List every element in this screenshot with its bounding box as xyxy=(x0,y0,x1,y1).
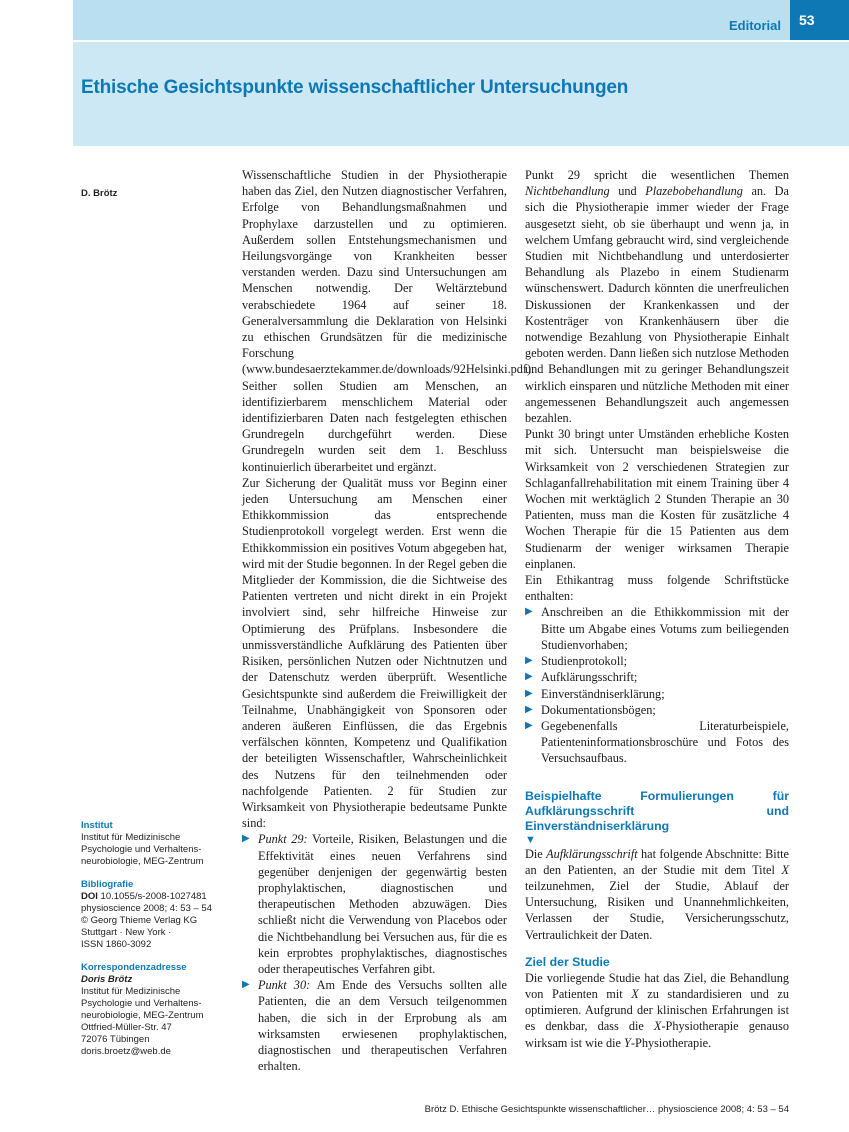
paragraph: Die vorliegende Studie hat das Ziel, die Behandlung von Patienten mit X zu standardisieren und zu optimieren. Aufgrund der klinischen Erfahrungen ist es denkbar, dass die X-Physiotherapie genauso wirksam ist wie die Y-Physiotherapie. xyxy=(525,970,789,1050)
korr-line: Psychologie und Verhaltens- xyxy=(81,998,202,1009)
bullet-arrow-icon: ▶ xyxy=(525,687,533,699)
section-heading: Ziel der Studie xyxy=(525,954,610,969)
list-item: ▶ Anschreiben an die Ethikkommission mit der Bitte um Abgabe eines Votums zum beiliegenden Studienvorhaben; xyxy=(525,605,789,652)
biblio-line: Stuttgart · New York · xyxy=(81,927,172,938)
paragraph: Die Aufklärungsschrift hat folgende Abschnitte: Bitte an den Patienten, an der Studie mit dem Titel X teilzunehmen, Ziel der Studie, Ablauf der Untersuchung, Risiken und Unannehmlichkeiten, Verlassen der Studie, Versicherungsschutz, Vertraulichkeit der Daten. xyxy=(525,846,789,942)
bullet-arrow-icon: ▶ xyxy=(525,703,533,715)
list-item: ▶ Gegebenenfalls Literaturbeispiele, Patienteninformationsbroschüre und Fotos des Versuchsaufbaus. xyxy=(525,718,789,766)
paragraph: Ein Ethikantrag muss folgende Schriftstücke enthalten: xyxy=(525,573,789,604)
bullet-arrow-icon: ▶ xyxy=(242,833,250,845)
bullet-arrow-icon: ▶ xyxy=(525,655,533,667)
sidebar-info xyxy=(81,820,231,1058)
author: D. Brötz xyxy=(81,188,118,199)
institut-line: neurobiologie, MEG-Zentrum xyxy=(81,856,204,867)
paragraph: Wissenschaftliche Studien in der Physiotherapie haben das Ziel, den Nutzen diagnostischer Verfahren, Erfolge von Behandlungsmaßnahmen und Prophylaxe darzustellen und zu optimieren. Außerdem sollen Entstehungsmechanismen und Heilungsvorgänge von Krankheiten besser verstanden werden. Dazu sind Untersuchungen am Menschen notwendig. Der Weltärztebund verabschiedete 1964 auf seiner 18. Generalversammlung die Deklaration von Helsinki zu ethischen Grundsätzen für die medizinische Forschung (www.bundesaerztekammer.de/downloads/92Helsinki.pdf). Seither sollen Studien am Menschen, an identifizierbarem menschlichem Material oder identifizierbaren Daten nach festgelegten ethischen Grundregeln durchgeführt werden. Diese Grundregeln wurden seit dem 1. Beschluss kontinuierlich überarbeitet und ergänzt. xyxy=(242,168,535,474)
triangle-down-icon: ▼ xyxy=(525,833,536,846)
doi-line xyxy=(81,891,231,903)
list-item: ▶ Studienprotokoll; xyxy=(525,654,628,669)
biblio-line: physioscience 2008; 4: 53 – 54 xyxy=(81,903,212,914)
section-heading: Beispielhafte Formulierungen für Aufklärungsschrift und Einverständniserklärung xyxy=(525,788,789,833)
doi-label: DOI xyxy=(81,891,98,902)
bullet-text: Vorteile, Risiken, Belastungen und die Effektivität eines neuen Verfahrens sind gegenüber denjenigen der gegenwärtig besten prophylaktischen, diagnostischen und therapeutischen Methoden abzuwägen. Dies schließt nicht die Verwendung von Placebos oder die Nichtbehandlung bei Versuchen aus, für die es kein erprobtes prophylaktisches, diagnostisches oder therapeutisches Verfahren gibt. xyxy=(258,832,507,976)
list-item xyxy=(242,977,507,1074)
biblio-heading: Bibliografie xyxy=(81,879,134,890)
biblio-line: © Georg Thieme Verlag KG xyxy=(81,915,198,926)
korr-line: neurobiologie, MEG-Zentrum xyxy=(81,1010,204,1021)
page-number: 53 xyxy=(790,0,849,40)
bullet-arrow-icon: ▶ xyxy=(525,606,533,618)
doi-value[interactable]: 10.1055/s-2008-1027481 xyxy=(100,891,207,902)
article-title: Ethische Gesichtspunkte wissenschaftlicher Untersuchungen xyxy=(81,77,629,98)
list-item xyxy=(242,831,507,977)
korr-line: 72076 Tübingen xyxy=(81,1034,150,1045)
list-item: ▶ Dokumentationsbögen; xyxy=(525,702,656,717)
korr-email[interactable]: doris.broetz@web.de xyxy=(81,1046,171,1057)
list-item: ▶ Aufklärungsschrift; xyxy=(525,670,638,685)
paragraph: Punkt 29 spricht die wesentlichen Themen Nichtbehandlung und Plazebobehandlung an. Da sich die Physiotherapie immer wieder der Frage ausgesetzt sieht, ob sie überhaupt und wenn ja, in welchem Umfang gebraucht wird, sind vergleichende Studien mit Nichtbehandlung und unterdosierter Behandlung als Plazebo in einem Studienarm wünschenswert. Dadurch könnten die unerfreulichen Diskussionen der Krankenkassen und der Kostenträger von Krankenhäusern über die notwendige Bezahlung von Physiotherapie Einhalt geboten werden. Dann ließen sich nutzlose Methoden und Behandlungen mit zu geringer Behandlungszeit wirklich einsparen und nützliche Methoden mit einer angemessenen Behandlungszeit auch angemessen bezahlen. xyxy=(525,168,790,426)
paragraph: Punkt 30 bringt unter Umständen erhebliche Kosten mit sich. Untersucht man beispielsweise die Wirksamkeit von 2 verschiedenen Strategien zur Schlaganfallrehabilitation mit einem Training über 4 Wochen mit werktäglich 2 Stunden Therapie an 30 Patienten, muss man die Kosten für zusätzliche 4 Wochen Therapie für die 15 Patienten aus dem Studienarm der weniger wirksamen Therapie einplanen. xyxy=(525,427,789,571)
korr-heading: Korrespondenzadresse xyxy=(81,962,187,973)
text-column-1 xyxy=(242,167,535,1074)
section-label: Editorial xyxy=(728,18,781,33)
biblio-line: ISSN 1860-3092 xyxy=(81,939,152,950)
bullet-arrow-icon: ▶ xyxy=(525,719,533,731)
korr-line: Ottfried-Müller-Str. 47 xyxy=(81,1022,172,1033)
text-column-2 xyxy=(525,167,789,1051)
bullet-label: Punkt 30: xyxy=(258,978,311,993)
korr-name: Doris Brötz xyxy=(81,974,133,985)
institut-line: Psychologie und Verhaltens- xyxy=(81,844,202,855)
bullet-label: Punkt 29: xyxy=(258,832,308,847)
bullet-text: Am Ende des Versuchs sollten alle Patienten, die an dem Versuch teilgenommen haben, die sich in der Erprobung als am wirksamsten erwiesenen prophylaktischen, diagnostischen und therapeutischen Verfahren erhalten. xyxy=(258,978,507,1074)
page-footer: Brötz D. Ethische Gesichtspunkte wissenschaftlicher… physioscience 2008; 4: 53 – 54 xyxy=(424,1104,789,1115)
korr-line: Institut für Medizinische xyxy=(81,986,181,997)
bullet-arrow-icon: ▶ xyxy=(242,979,250,991)
institut-line: Institut für Medizinische xyxy=(81,832,181,843)
bullet-arrow-icon: ▶ xyxy=(525,671,533,683)
paragraph: Zur Sicherung der Qualität muss vor Beginn einer jeden Untersuchung am Menschen einer Ethikkommission das entsprechende Studienprotokoll vorgelegt werden. Erst wenn die Ethikkommission ein positives Votum abgegeben hat, wird mit der Studie begonnen. In der Regel geben die Mitglieder der Kommission, die die Sichtweise des Patienten vertreten und nicht direkt in ein Projekt involviert sind, sehr hilfreiche Hinweise zur Optimierung des Prüfplans. Insbesondere die unmissverständliche Aufklärung des Patienten über Risiken, persönlichen Nutzen oder Nichtnutzen und der Datenschutz werden überprüft. Wesentliche Gesichtspunkte sind außerdem die Freiwilligkeit der Teilnahme, Unabhängigkeit von Sponsoren oder anderen äußeren Einflüssen, die das Ergebnis verfälschen könnten, Kompetenz und Qualifikation der beteiligten Wissenschaftler, Wahrscheinlichkeit des Nutzens für den teilnehmenden oder nachfolgende Patienten. 2 für Studien zur Wirksamkeit von Physiotherapie bedeutsame Punkte sind: xyxy=(242,475,507,831)
list-item: ▶ Einverständniserklärung; xyxy=(525,686,665,701)
institut-heading: Institut xyxy=(81,820,113,831)
